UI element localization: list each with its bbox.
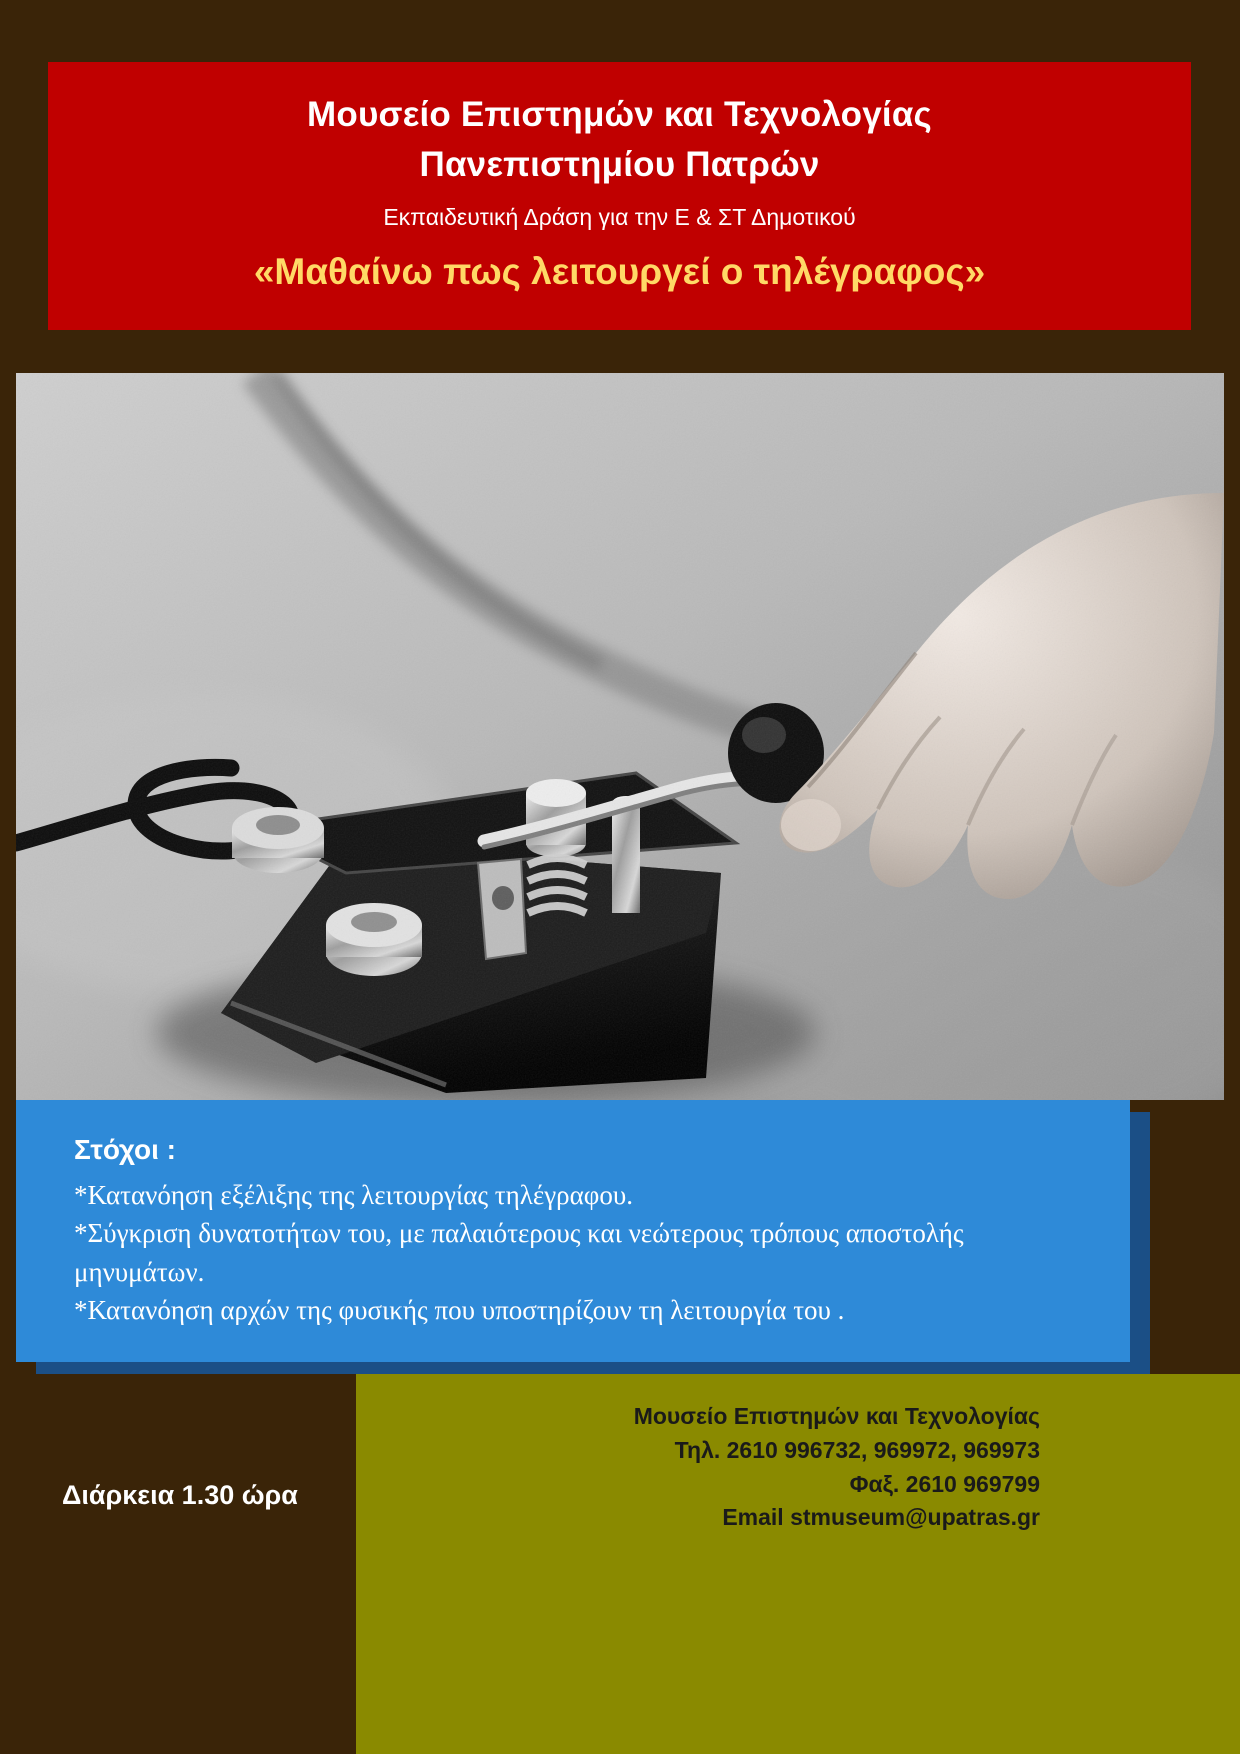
objective-item-2: *Σύγκριση δυνατοτήτων του, με παλαιότερους και νεώτερους τρόπους αποστολής μηνυμάτων. (74, 1218, 964, 1287)
telegraph-photo (16, 373, 1224, 1100)
telegraph-photo-image (16, 373, 1224, 1100)
objective-item-3: *Κατανόηση αρχών της φυσικής που υποστηρίζουν τη λειτουργία του . (74, 1294, 845, 1325)
contact-fax: Φαξ. 2610 969799 (849, 1470, 1040, 1497)
objectives-heading: Στόχοι : (74, 1134, 177, 1165)
contact-block (480, 1400, 1040, 1535)
header-subtitle: Εκπαιδευτική Δράση για την Ε & ΣΤ Δημοτικού (383, 204, 856, 231)
header-banner (48, 62, 1191, 330)
contact-phone: Τηλ. 2610 996732, 969972, 969973 (674, 1436, 1040, 1463)
contact-email: Email stmuseum@upatras.gr (722, 1504, 1040, 1531)
action-title: «Μαθαίνω πως λειτουργεί ο τηλέγραφος» (253, 251, 986, 293)
objectives-panel (16, 1100, 1130, 1362)
contact-museum: Μουσείο Επιστημών και Τεχνολογίας (633, 1403, 1040, 1429)
objective-item-1: *Κατανόηση εξέλιξης της λειτουργίας τηλέγραφου. (74, 1180, 633, 1210)
museum-title-line1: Μουσείο Επιστημών και Τεχνολογίας (307, 95, 932, 134)
museum-title (88, 90, 1151, 189)
duration-label: Διάρκεια 1.30 ώρα (62, 1480, 298, 1510)
museum-title-line2: Πανεπιστημίου Πατρών (419, 144, 820, 184)
